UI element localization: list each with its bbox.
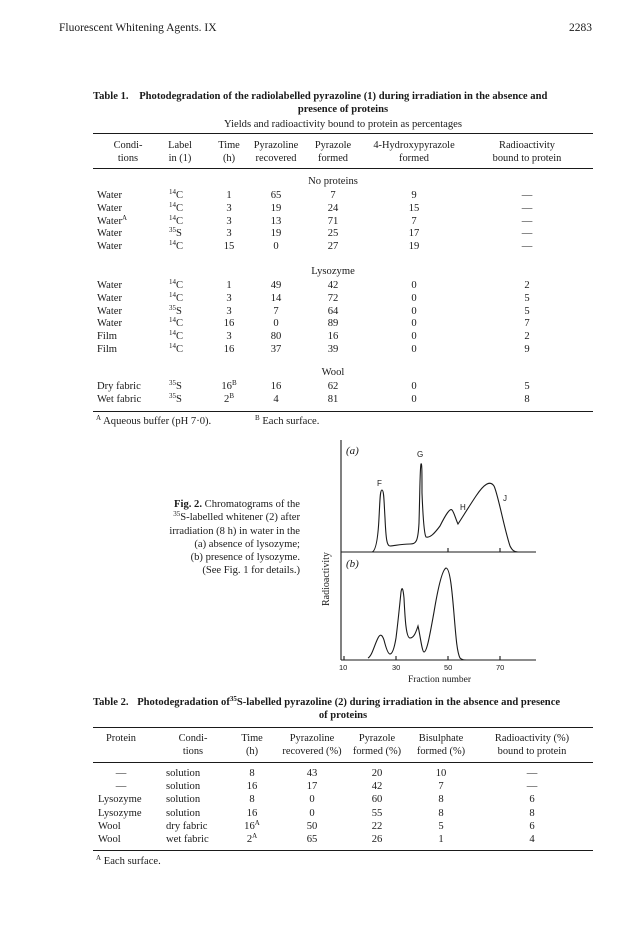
table1-header-4-1: formed [317,153,349,164]
table1-cell-time: 3 [226,292,232,304]
table1-header-1-0: Label [168,140,192,151]
table1-cell-value: 0 [411,318,417,330]
table1-cell-condition: Wet fabric [97,393,142,405]
table1-header-1-1: in (1) [168,153,192,164]
peak-label-j: J [503,494,507,503]
table1-cell-value: 14 [270,292,282,304]
table2-cell-value: 6 [529,820,535,832]
table1-cell-value: 7 [330,190,336,201]
table1-cell-time: 3 [226,305,232,317]
table1-cell-time: 15 [223,241,235,253]
table1-header-rule [93,168,593,169]
table2-header-1-1: tions [182,746,204,757]
table1-cell-value: 0 [273,241,279,253]
table1-cell-value: — [521,241,533,253]
table1-cell-value: 15 [408,202,420,214]
table2-cell-protein: Wool [98,820,121,832]
table2-header-4-0: Pyrazole [358,733,396,744]
table1-cell-condition: Water$^A$ [97,213,128,227]
table1-cell-value: 8 [524,393,530,405]
table1-cell-value: 42 [327,280,339,291]
table1-cell-value: 62 [327,381,339,392]
table1-header-0-0: Condi- [113,140,143,151]
table1-cell-value: 89 [327,318,339,330]
table1-cell-time: 1 [226,190,232,201]
table1-header-2-0: Time [218,140,240,151]
table2-cell-time: 8 [249,768,255,779]
table2-cell-protein: Lysozyme [98,807,142,819]
table1-cell-condition: Water [97,190,123,201]
table2-cell-value: 8 [438,807,444,819]
figure2-chromatogram [300,438,550,683]
table1-title-line1: Photodegradation of the radiolabelled pyrazoline (1) during irradiation in the absence and [139,91,548,102]
table1-cell-value: 19 [408,241,420,253]
table2-cell-value: 60 [371,794,383,806]
table1-title-line2: presence of proteins [297,104,389,115]
table1-cell-label: $^{35}$S [169,379,182,392]
table2-header-5-0: Bisulphate [418,733,464,744]
table1-header-5-1: formed [398,153,430,164]
table2-cell-value: 5 [438,820,444,832]
table2-header-0-0: Protein [105,733,137,744]
table2-cell-value: 65 [306,834,318,845]
table1-cell-value: 39 [327,344,339,355]
table1-cell-value: 2 [524,280,530,291]
table1-cell-value: 0 [411,393,417,405]
table2-header-3-1: recovered (%) [282,746,342,757]
table1-bottom-rule [93,411,593,412]
table2-cell-value: — [526,768,538,779]
table1-cell-condition: Water [97,305,123,317]
table1-cell-condition: Water [97,292,123,304]
x-tick-50: 50 [444,663,453,672]
table1-cell-value: 65 [270,190,282,201]
figure2-caption: Fig. 2. Chromatograms of the $^{35}$S-labelled whitener (2) after irradiation (8 h) in water in the (a) absence of lysozyme; (b) presence of lysozyme. (See Fig. 1 for details.) [169,499,300,577]
table1-cell-label: $^{14}$C [169,329,184,343]
table2-footnote: $^A$ Each surface. [96,854,161,867]
table2-cell-value: — [526,781,538,793]
table1-cell-label: $^{35}$S [169,391,182,405]
table1-group-title: Lysozyme [311,266,355,277]
running-head-title: Fluorescent Whitening Agents. IX [59,22,217,34]
table2-cell-time: $2^A$ [246,832,258,845]
table2-cell-value: 20 [371,768,383,779]
table1-cell-label: $^{14}$C [169,188,184,201]
table1-cell-label: $^{14}$C [169,213,184,227]
table1-cell-value: 4 [273,393,279,405]
table1-cell-value: 13 [270,215,282,227]
table2-cell-conditions: solution [166,807,201,819]
table2-header-1-0: Condi- [178,733,208,744]
page-number: 2283 [569,22,592,34]
table2-cell-value: 8 [438,794,444,806]
table2-cell-value: 4 [529,834,535,845]
table2-cell-time: $16^A$ [244,818,260,832]
table2-cell-conditions: solution [166,768,201,779]
table1-cell-value: 2 [524,331,530,343]
table1-cell-value: 0 [411,381,417,392]
table2-bottom-rule [93,850,593,851]
table1-cell-value: 64 [327,305,339,317]
table2-cell-value: 0 [309,794,315,806]
table2-title-line2: of proteins [318,710,368,721]
table1-cell-value: 37 [270,344,282,355]
table1-label: Table 1. [93,91,129,102]
table2-caption: Table 2. Photodegradation $of^{35}S$-labelled pyrazoline (2) during irradiation in the absence and presence [93,695,561,708]
panel-b-label: (b) [346,558,359,570]
table1-header-3-0: Pyrazoline [253,140,299,151]
table1-header-3-1: recovered [255,153,297,164]
table1-cell-time: 3 [226,228,232,240]
table1-cell-label: $^{14}$C [169,278,184,291]
table1-cell-value: 5 [524,305,530,317]
table2-header-6-1: bound to protein [497,746,567,757]
table2-cell-conditions: solution [166,781,201,793]
table1-cell-condition: Dry fabric [97,381,141,392]
x-tick-70: 70 [496,663,505,672]
table1-cell-label: $^{35}$S [169,303,182,317]
table1-cell-value: 0 [411,305,417,317]
table1-cell-value: — [521,202,533,214]
x-axis-label: Fraction number [408,675,472,683]
table1-cell-value: 7 [273,305,279,317]
table1-cell-value: 24 [327,202,339,214]
table1-cell-label: $^{14}$C [169,316,184,330]
x-tick-10: 10 [339,663,348,672]
table1-cell-condition: Water [97,318,123,330]
table1-subtitle: Yields and radioactivity bound to protein as percentages [224,119,462,130]
table1-header-6-0: Radioactivity [499,140,555,151]
peak-label-g: G [417,450,424,459]
table1-cell-value: 7 [411,215,417,227]
table1-cell-value: 5 [524,292,530,304]
table1-cell-value: — [521,228,533,240]
table1-cell-time: 3 [226,215,232,227]
figure2-label: Fig. 2. [174,499,203,510]
table2-cell-value: 0 [309,807,315,819]
table1-group-title: No proteins [308,176,358,187]
table2-cell-protein: — [115,781,127,793]
table1-cell-value: 16 [327,331,339,343]
peak-label-f: F [377,479,382,488]
table2-label: Table 2. [93,697,129,708]
table2-cell-value: 42 [371,781,383,793]
table1-cell-time: 1 [226,280,232,291]
table2-cell-value: 22 [371,820,383,832]
table2-cell-protein: Lysozyme [98,794,142,806]
table1-cell-label: $^{14}$C [169,239,184,253]
table2-cell-value: 7 [438,781,444,793]
table2-top-rule [93,727,593,728]
table2-header-4-1: formed (%) [352,746,402,757]
table1-cell-label: $^{14}$C [169,290,184,304]
peak-label-h: H [460,503,466,512]
table2-header-6-0: Radioactivity (%) [494,733,570,744]
x-tick-30: 30 [392,663,401,672]
table1-cell-time: 16 [223,318,235,330]
table1-cell-condition: Water [97,280,123,291]
table2-cell-conditions: dry fabric [166,820,208,832]
table1-cell-label: $^{14}$C [169,342,184,355]
table1-cell-value: 49 [270,280,282,291]
table1-footnote-a: $^A$ Aqueous buffer (pH 7·0). [96,414,212,427]
table2-header-5-1: formed (%) [416,746,466,757]
table1-cell-value: 27 [327,241,339,253]
table2-cell-value: 8 [529,807,535,819]
table1-cell-value: 5 [524,381,530,392]
table1-footnote-b: $^B$ Each surface. [255,414,320,427]
table1-cell-value: 9 [524,344,530,355]
table1-header-4-0: Pyrazole [314,140,352,151]
table1-group-title: Wool [321,367,345,378]
table1-cell-value: 16 [270,381,282,392]
table1-cell-condition: Film [97,331,118,343]
table1-cell-value: — [521,190,533,201]
table2-cell-time: 8 [249,794,255,806]
table2-cell-value: 1 [438,834,444,845]
table1-cell-value: 17 [408,228,420,240]
y-axis-label: Radioactivity [321,552,332,606]
table1-cell-value: 7 [524,318,530,330]
table2-cell-value: 50 [306,820,318,832]
table1-cell-value: 0 [411,331,417,343]
table1-cell-value: 0 [273,318,279,330]
table1-cell-value: 0 [411,280,417,291]
table2-cell-conditions: wet fabric [166,834,209,845]
table1-cell-value: 25 [327,228,339,240]
table2-cell-value: 17 [306,781,318,793]
table1-cell-condition: Film [97,344,118,355]
table2-cell-time: 16 [246,781,258,793]
table1-cell-value: 80 [270,331,282,343]
table2-header-3-0: Pyrazoline [289,733,335,744]
table2-cell-value: 55 [371,807,383,819]
table1-top-rule [93,133,593,134]
table2-cell-value: 43 [306,768,318,779]
table1-cell-value: 9 [411,190,417,201]
table1-cell-value: 0 [411,344,417,355]
table1-caption [93,90,593,103]
table1-cell-condition: Water [97,228,123,240]
table1-cell-value: 71 [327,215,339,227]
table1-cell-time: 3 [226,202,232,214]
table1-cell-label: $^{14}$C [169,200,184,214]
table2-cell-protein: Wool [98,834,121,845]
table2-header-2-1: (h) [245,746,259,757]
table2-header-rule [93,762,593,763]
panel-a-label: (a) [346,445,359,457]
table1-cell-time: $16^B$ [221,379,237,392]
table1-header-2-1: (h) [222,153,236,164]
table1-cell-value: 72 [327,292,339,304]
table1-cell-value: — [521,215,533,227]
table1-cell-value: 0 [411,292,417,304]
table1-cell-time: 16 [223,344,235,355]
table2-header-2-0: Time [241,733,263,744]
table1-cell-value: 81 [327,393,339,405]
trace-b [368,568,468,660]
table1-cell-time: $2^B$ [224,391,234,405]
table1-cell-label: $^{35}$S [169,226,182,240]
trace-a [372,464,518,552]
table2-cell-value: 26 [371,834,383,845]
table1-cell-value: 19 [270,202,282,214]
table1-cell-value: 19 [270,228,282,240]
table2-cell-value: 10 [435,768,447,779]
table1-cell-condition: Water [97,202,123,214]
table2-cell-conditions: solution [166,794,201,806]
table1-header-6-1: bound to protein [492,153,562,164]
table1-cell-condition: Water [97,241,123,253]
table1-header-5-0: 4-Hydroxypyrazole [373,140,455,151]
table2-cell-time: 16 [246,807,258,819]
table1-header-0-1: tions [117,153,139,164]
table1-cell-time: 3 [226,331,232,343]
table2-cell-value: 6 [529,794,535,806]
table2-cell-protein: — [115,768,127,779]
